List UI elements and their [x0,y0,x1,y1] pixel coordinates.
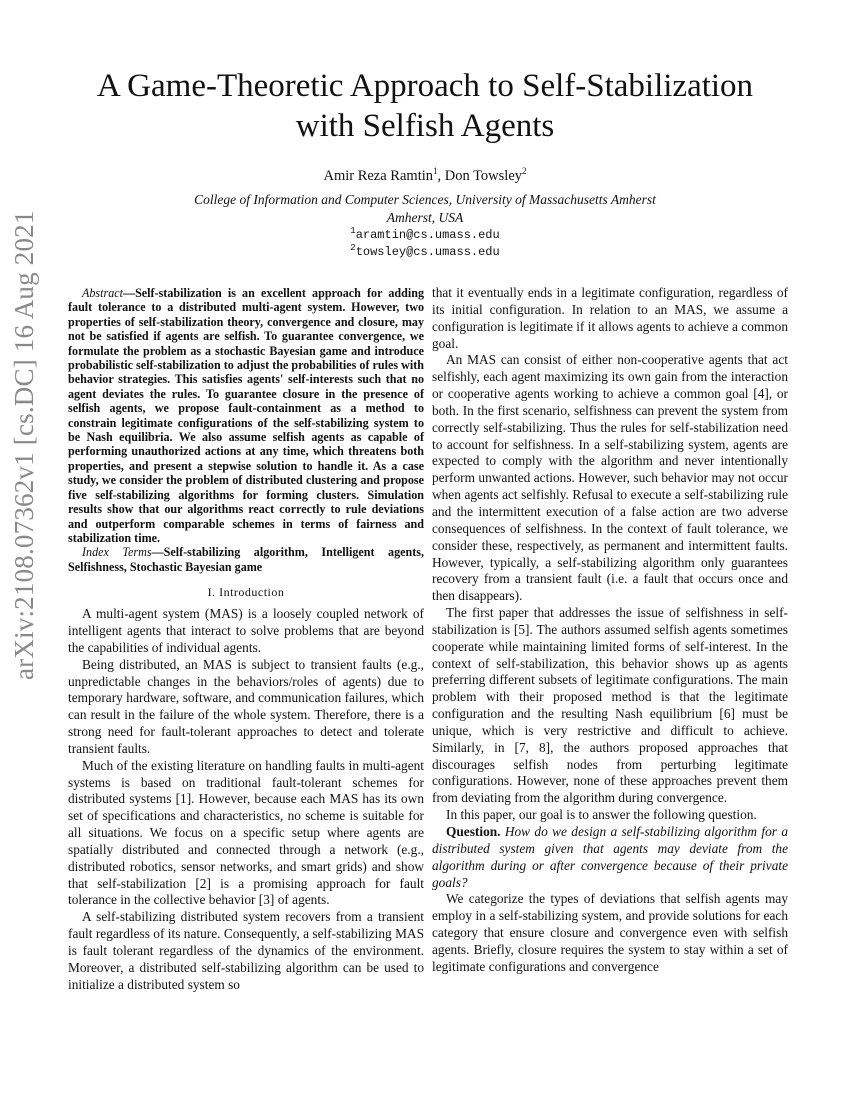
index-terms-text: —Self-stabilizing algorithm, Intelligent agents, Selfishness, Stochastic Bayesian game [68,545,424,574]
email-superscript: 1 [350,226,356,236]
title-line-1: A Game-Theoretic Approach to Self-Stabilization [96,68,754,104]
email-address: towsley@cs.umass.edu [355,245,500,259]
email-line [60,244,790,261]
research-question [432,824,788,891]
email-line [60,227,790,244]
arxiv-identifier: arXiv:2108.07362v1 [cs.DC] 16 Aug 2021 [9,210,39,680]
index-terms [68,545,424,574]
paragraph: A self-stabilizing distributed system recovers from a transient fault regardless of its nature. Consequently, a self-stabilizing MAS is fault tolerant regardless of the dynamics of the environment. Moreover, a distributed self-stabilizing algorithm can be used to initialize a distributed system so [68,909,424,992]
paragraph: A multi-agent system (MAS) is a loosely coupled network of intelligent agents that interact to solve problems that are beyond the capabilities of individual agents. [68,606,424,655]
author-name: Amir Reza Ramtin [323,168,433,184]
left-column [68,286,424,994]
abstract [68,286,424,545]
paragraph: An MAS can consist of either non-cooperative agents that act selfishly, each agent maximizing its own gain from the interaction or cooperative agents working to achieve a common goal [4], or both. In the first scenario, selfishness can prevent the system from correctly self-stabilizing. Thus the rules for self-stabilization need to account for selfishness. In a self-stabilizing system, agents are expected to comply with the algorithm and never intentionally perform unwanted actions. However, such behavior may not occur when agents act selfishly. Refusal to execute a self-stabilizing rule and the intermittent execution of a false action are two adverse consequences of selfishness. In the context of fault tolerance, we consider these, respectively, as permanent and intermittent faults. However, typically, a self-stabilizing algorithm only guarantees recovery from a transient fault (i.e. a fault that occurs once and then disappears). [432,352,788,604]
affiliation-line: Amherst, USA [386,210,464,225]
paragraph: Being distributed, an MAS is subject to transient faults (e.g., unpredictable changes in the behaviors/roles of agents) due to temporary hardware, software, and communication failures, which can result in the failure of the whole system. Therefore, there is a strong need for fault-tolerant approaches to detect and tolerate transient faults. [68,656,424,756]
question-label: Question. [446,824,501,839]
author-emails [60,227,790,261]
affiliation [60,191,790,227]
paragraph: Much of the existing literature on handling faults in multi-agent systems is based on traditional fault-tolerant schemes for distributed systems [1]. However, because each MAS has its own set of specifications and characteristics, no scheme is suitable for all situations. We focus on a specific setup where agents are spatially distributed and connected through a network (e.g., distributed robotics, sensor networks, and smart grids) and show that self-stabilization [2] is a promising approach for fault tolerance in the collective behavior [3] of agents. [68,757,424,908]
author-superscript: 1 [433,166,438,177]
paragraph: The first paper that addresses the issue of selfishness in self-stabilization is [5]. The authors assumed selfish agents sometimes cooperate while maintaining limited forms of self-interest. In the context of self-stabilization, this behavior shows up as agents preferring different subsets of legitimate configurations. The main problem with their proposed method is that the legitimate configuration and the resulting Nash equilibrium [6] must be unique, which is very restrictive and difficult to achieve. Similarly, in [7, 8], the authors proposed approaches that discourages selfish nodes from perturbing legitimate configurations. However, none of these approaches prevent them from deviating from the algorithm during convergence. [432,605,788,806]
author-name: Don Towsley [444,168,523,184]
author-separator: , [437,168,445,184]
email-address: aramtin@cs.umass.edu [355,228,500,242]
title-line-2: with Selfish Agents [295,108,555,144]
abstract-label: Abstract [82,286,123,300]
email-superscript: 2 [350,243,356,253]
section-heading: I. Introduction [207,585,285,600]
paragraph: that it eventually ends in a legitimate configuration, regardless of its initial configuration. In relation to an MAS, we assume a configuration is legitimate if it allows agents to achieve a common goal. [432,285,788,351]
author-superscript: 2 [522,166,527,177]
right-column [432,285,788,976]
question-text: How do we design a self-stabilizing algorithm for a distributed system given that agents may deviate from the algorithm during or after convergence because of their private goals? [432,824,788,890]
paragraph: We categorize the types of deviations that selfish agents may employ in a self-stabilizing system, and provide solutions for each category that ensure closure and convergence even with selfish agents. Briefly, closure requires the system to stay within a set of legitimate configurations and convergence [432,891,788,974]
paper-title [60,66,790,146]
author-list [60,166,790,186]
affiliation-line: College of Information and Computer Sciences, University of Massachusetts Amherst [194,192,656,207]
abstract-text: —Self-stabilization is an excellent approach for adding fault tolerance to a distributed multi-agent system. However, two properties of self-stabilization theory, convergence and closure, may not be satisfied if agents are selfish. To guarantee convergence, we formulate the problem as a stochastic Bayesian game and introduce probabilistic self-stabilization to adjust the probabilities of rules with behavior strategies. This satisfies agents' self-interests such that no agent deviates the rules. To guarantee closure in the presence of selfish agents, we propose fault-containment as a method to constrain legitimate configurations of the self-stabilizing system to be Nash equilibria. We also assume selfish agents as capable of performing unauthorized actions at any time, which threatens both properties, and present a stepwise solution to handle it. As a case study, we consider the problem of distributed clustering and propose five self-stabilizing algorithms for forming clusters. Simulation results show that our algorithms react correctly to rule deviations and outperform comparable schemes in terms of fairness and stabilization time. [68,286,424,545]
index-terms-label: Index Terms [82,545,152,560]
paragraph: In this paper, our goal is to answer the following question. [446,807,757,823]
